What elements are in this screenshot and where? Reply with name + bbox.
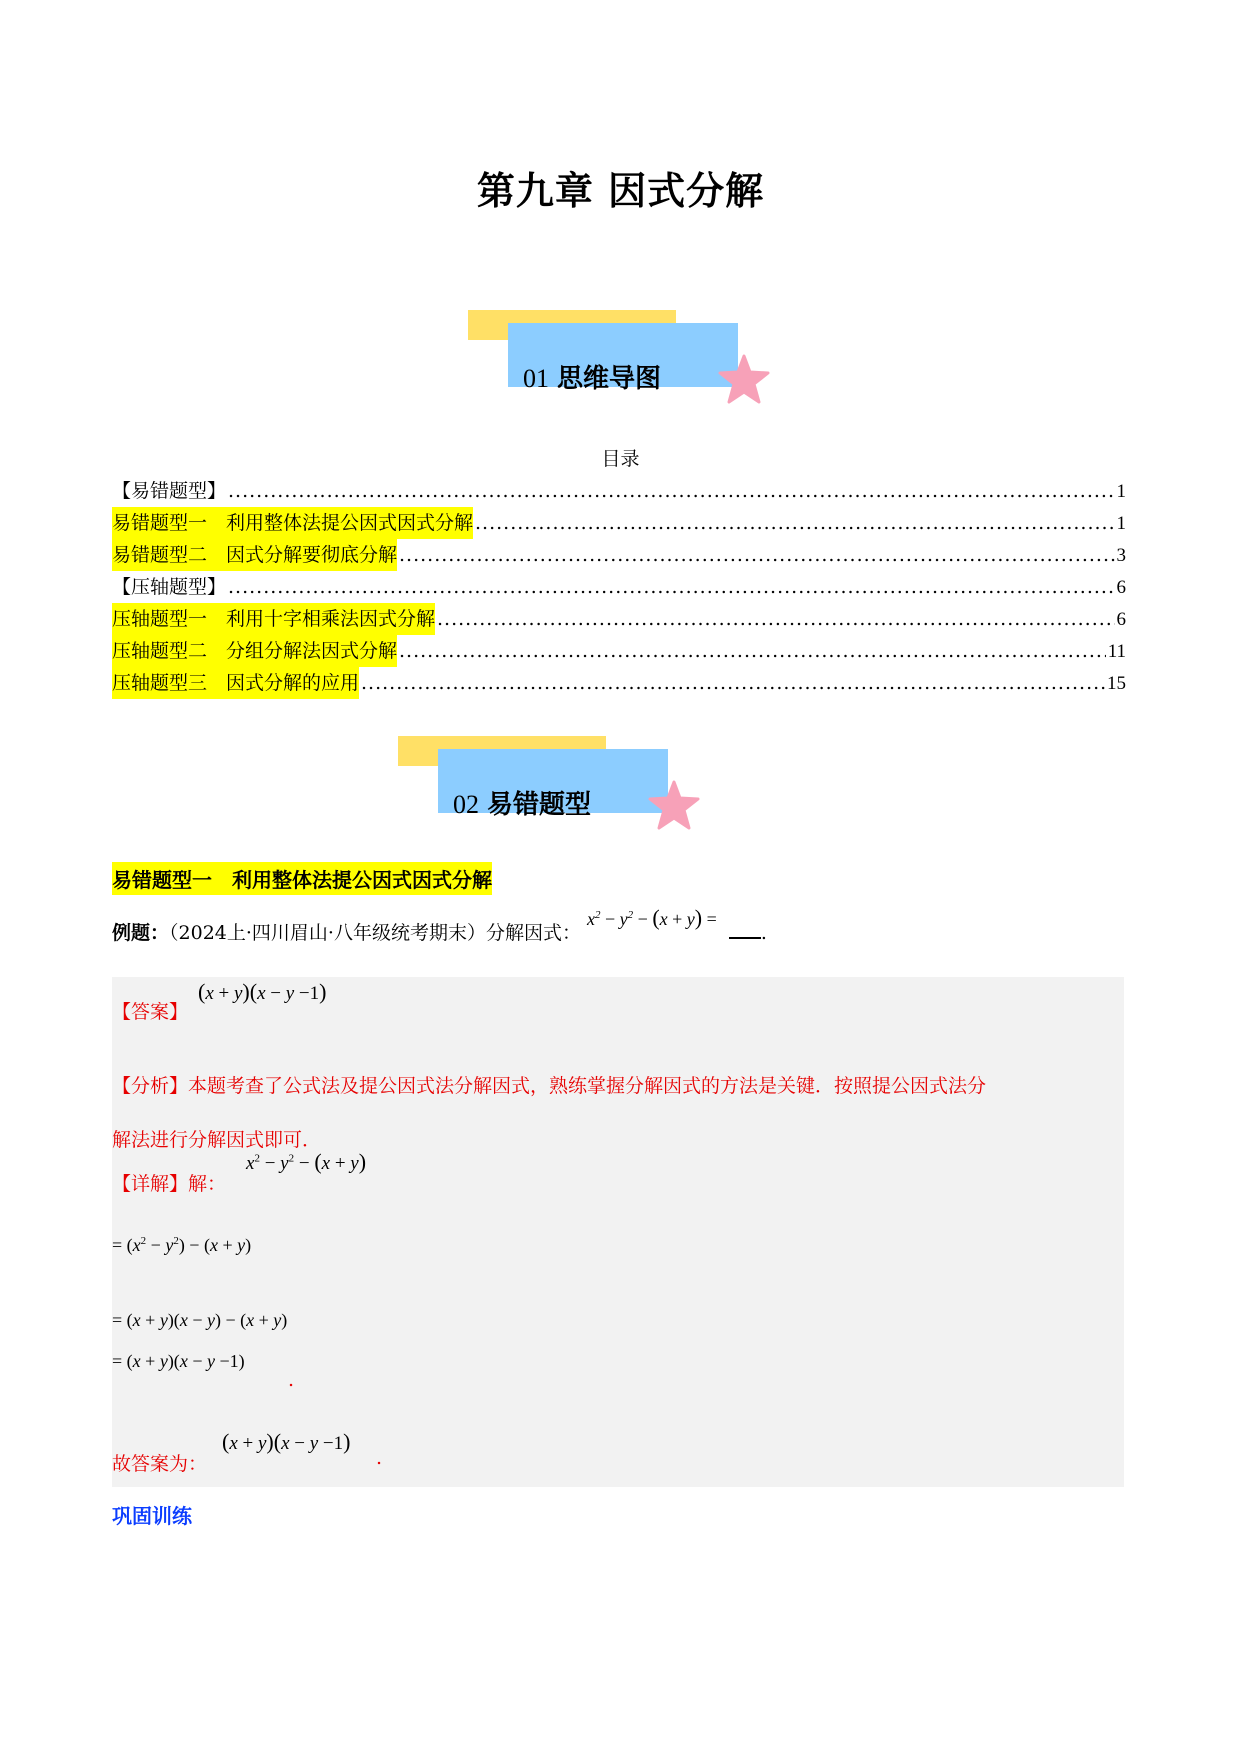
banner-label <box>453 784 591 821</box>
toc-entry-label: 【易错题型】 <box>112 480 227 502</box>
analysis-label: 【分析】 <box>112 1075 189 1097</box>
conclusion-dot: . <box>376 1447 383 1469</box>
chapter-title: 第九章 因式分解 <box>476 169 765 213</box>
toc-entry-page: 15 <box>1107 673 1126 694</box>
star-icon <box>718 354 770 404</box>
analysis-line-1: 本题考查了公式法及提公因式法分解因式，熟练掌握分解因式的方法是关键．按照提公因式法分 <box>188 1075 987 1097</box>
table-of-contents <box>112 475 1126 699</box>
banner-label <box>523 358 661 395</box>
toc-entry-page: 6 <box>1116 609 1126 630</box>
example-problem <box>112 905 767 945</box>
toc-entry-label: 【压轴题型】 <box>112 576 227 598</box>
toc-title: 目录 <box>601 448 640 470</box>
detail-formula: $x^2 - y^2 - (x + y)$ <box>246 1149 367 1174</box>
toc-entry-page: 1 <box>1116 513 1126 534</box>
step-2: = (x + y)(x − y) − (x + y) <box>112 1310 288 1330</box>
answer-formula: (x + y)(x − y −1) <box>198 979 327 1004</box>
toc-entry-page: 3 <box>1116 545 1126 566</box>
detail-prefix: 解： <box>188 1173 227 1195</box>
toc-entry[interactable] <box>112 539 1126 571</box>
star-icon <box>648 780 700 830</box>
toc-entry-label: 压轴题型二 分组分解法因式分解 <box>112 635 397 667</box>
banner-number: 02 <box>453 790 479 819</box>
section-heading: 易错题型一 利用整体法提公因式因式分解 <box>112 862 492 895</box>
toc-entry[interactable] <box>112 635 1126 667</box>
step-3: = (x + y)(x − y −1) <box>112 1351 245 1371</box>
example-formula: $x^2 - y^2 - (x + y)$ = <box>587 905 717 930</box>
example-text: （2024上·四川眉山·八年级统考期末）分解因式： <box>169 922 581 944</box>
practice-heading: 巩固训练 <box>112 1504 192 1528</box>
example-label: 例题： <box>112 922 170 944</box>
banner-number: 01 <box>523 364 549 393</box>
banner-text: 思维导图 <box>557 364 662 394</box>
toc-entry[interactable] <box>112 571 1126 603</box>
detail-label: 【详解】 <box>112 1173 189 1195</box>
answer-blank <box>729 937 761 939</box>
section-banner-errors <box>398 736 698 836</box>
toc-entry[interactable] <box>112 475 1126 507</box>
example-tail: . <box>760 922 767 944</box>
conclusion-formula: (x + y)(x − y −1) <box>222 1429 351 1454</box>
toc-entry-page: 11 <box>1107 641 1126 662</box>
section-banner-mindmap <box>468 310 768 410</box>
toc-entry-page: 1 <box>1116 481 1126 502</box>
conclusion-label: 故答案为： <box>112 1453 208 1475</box>
toc-entry-label: 易错题型二 因式分解要彻底分解 <box>112 539 397 571</box>
toc-entry-label: 易错题型一 利用整体法提公因式因式分解 <box>112 507 473 539</box>
answer-label: 【答案】 <box>112 1001 189 1023</box>
toc-entry-label: 压轴题型三 因式分解的应用 <box>112 667 359 699</box>
step-dot: . <box>288 1369 295 1391</box>
toc-entry[interactable] <box>112 603 1126 635</box>
step-1: = $(x^2 - y^2) - (x + y)$ <box>112 1235 252 1255</box>
toc-entry-label: 压轴题型一 利用十字相乘法因式分解 <box>112 603 435 635</box>
toc-entry-page: 6 <box>1116 577 1126 598</box>
solution-box <box>112 977 1124 1487</box>
banner-text: 易错题型 <box>487 790 592 820</box>
analysis-line-2: 解法进行分解因式即可． <box>112 1129 322 1151</box>
detail-block <box>112 1169 226 1196</box>
toc-entry[interactable] <box>112 507 1126 539</box>
toc-entry[interactable] <box>112 667 1126 699</box>
